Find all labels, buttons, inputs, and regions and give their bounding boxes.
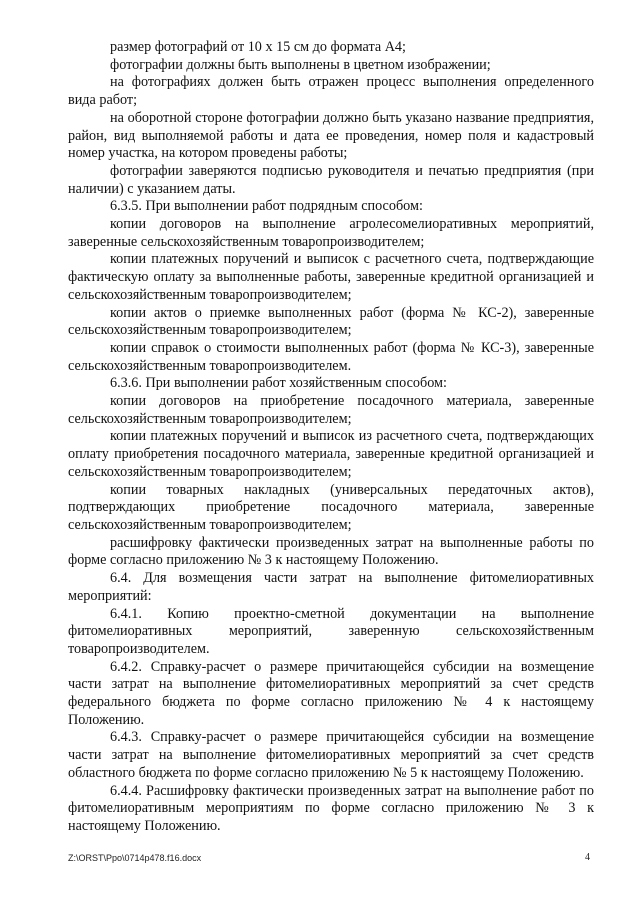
paragraph: копии актов о приемке выполненных работ (форма № КС-2), заверенные сельскохозяйственным товаропроизводителем; — [68, 304, 594, 339]
paragraph: 6.4.2. Справку-расчет о размере причитающейся субсидии на возмещение части затрат на выполнение фитомелиоративных мероприятий за счет средств федерального бюджета по форме согласно приложению № 4 к настоящему Положению. — [68, 658, 594, 728]
paragraph: копии платежных поручений и выписок из расчетного счета, подтверждающих оплату приобретения посадочного материала, заверенные кредитной организацией и сельскохозяйственным товаропроизводителем; — [68, 428, 594, 480]
footer-page-number: 4 — [585, 852, 590, 863]
paragraph: копии договоров на выполнение агролесомелиоративных мероприятий, заверенные сельскохозяйственным товаропроизводителем; — [68, 216, 594, 250]
paragraph: 6.4.3. Справку-расчет о размере причитающейся субсидии на возмещение части затрат на выполнение фитомелиоративных мероприятий за счет средств областного бюджета по форме согласно приложению № 5 к настоящему Положению. — [68, 729, 594, 781]
section-heading: 6.3.6. При выполнении работ хозяйственным способом: — [110, 375, 447, 392]
section-heading: 6.4. Для возмещения части затрат на выполнение фитомелиоративных мероприятий: — [68, 570, 594, 604]
paragraph: копии платежных поручений и выписок с расчетного счета, подтверждающие фактическую оплату за выполненные работы, заверенные кредитной организацией и сельскохозяйственным товаропроизводителем; — [68, 251, 594, 303]
paragraph: 6.4.4. Расшифровку фактически произведенных затрат на выполнение работ по фитомелиоративным мероприятиям по форме согласно приложению № 3 к настоящему Положению. — [68, 782, 594, 834]
paragraph: на фотографиях должен быть отражен процесс выполнения определенного вида работ; — [68, 74, 594, 109]
paragraph: копии договоров на приобретение посадочного материала, заверенные сельскохозяйственным товаропроизводителем; — [68, 393, 594, 427]
paragraph: размер фотографий от 10 х 15 см до формата А4; — [110, 39, 406, 55]
paragraph: фотографии заверяются подписью руководителя и печатью предприятия (при наличии) с указанием даты. — [68, 162, 594, 197]
paragraph: расшифровку фактически произведенных затрат на выполненные работы по форме согласно приложению № 3 к настоящему Положению. — [68, 534, 594, 569]
paragraph: копии справок о стоимости выполненных работ (форма № КС-3), заверенные сельскохозяйственным товаропроизводителем. — [68, 339, 594, 374]
paragraph: на оборотной стороне фотографии должно быть указано название предприятия, район, вид выполняемой работы и дата ее проведения, номер поля и кадастровый номер участка, на котором проведены работы; — [68, 109, 594, 162]
footer-file-path: Z:\ORST\Ppo\0714p478.f16.docx — [68, 853, 202, 863]
paragraph: копии товарных накладных (универсальных передаточных актов), подтверждающих приобретение посадочного материала, заверенные сельскохозяйственным товаропроизводителем; — [68, 481, 594, 533]
document-body — [68, 39, 594, 836]
section-heading: 6.3.5. При выполнении работ подрядным способом: — [110, 198, 423, 215]
paragraph: фотографии должны быть выполнены в цветном изображении; — [110, 56, 491, 73]
paragraph: 6.4.1. Копию проектно-сметной документации на выполнение фитомелиоративных мероприятий, заверенную сельскохозяйственным товаропроизводителем. — [68, 605, 594, 657]
